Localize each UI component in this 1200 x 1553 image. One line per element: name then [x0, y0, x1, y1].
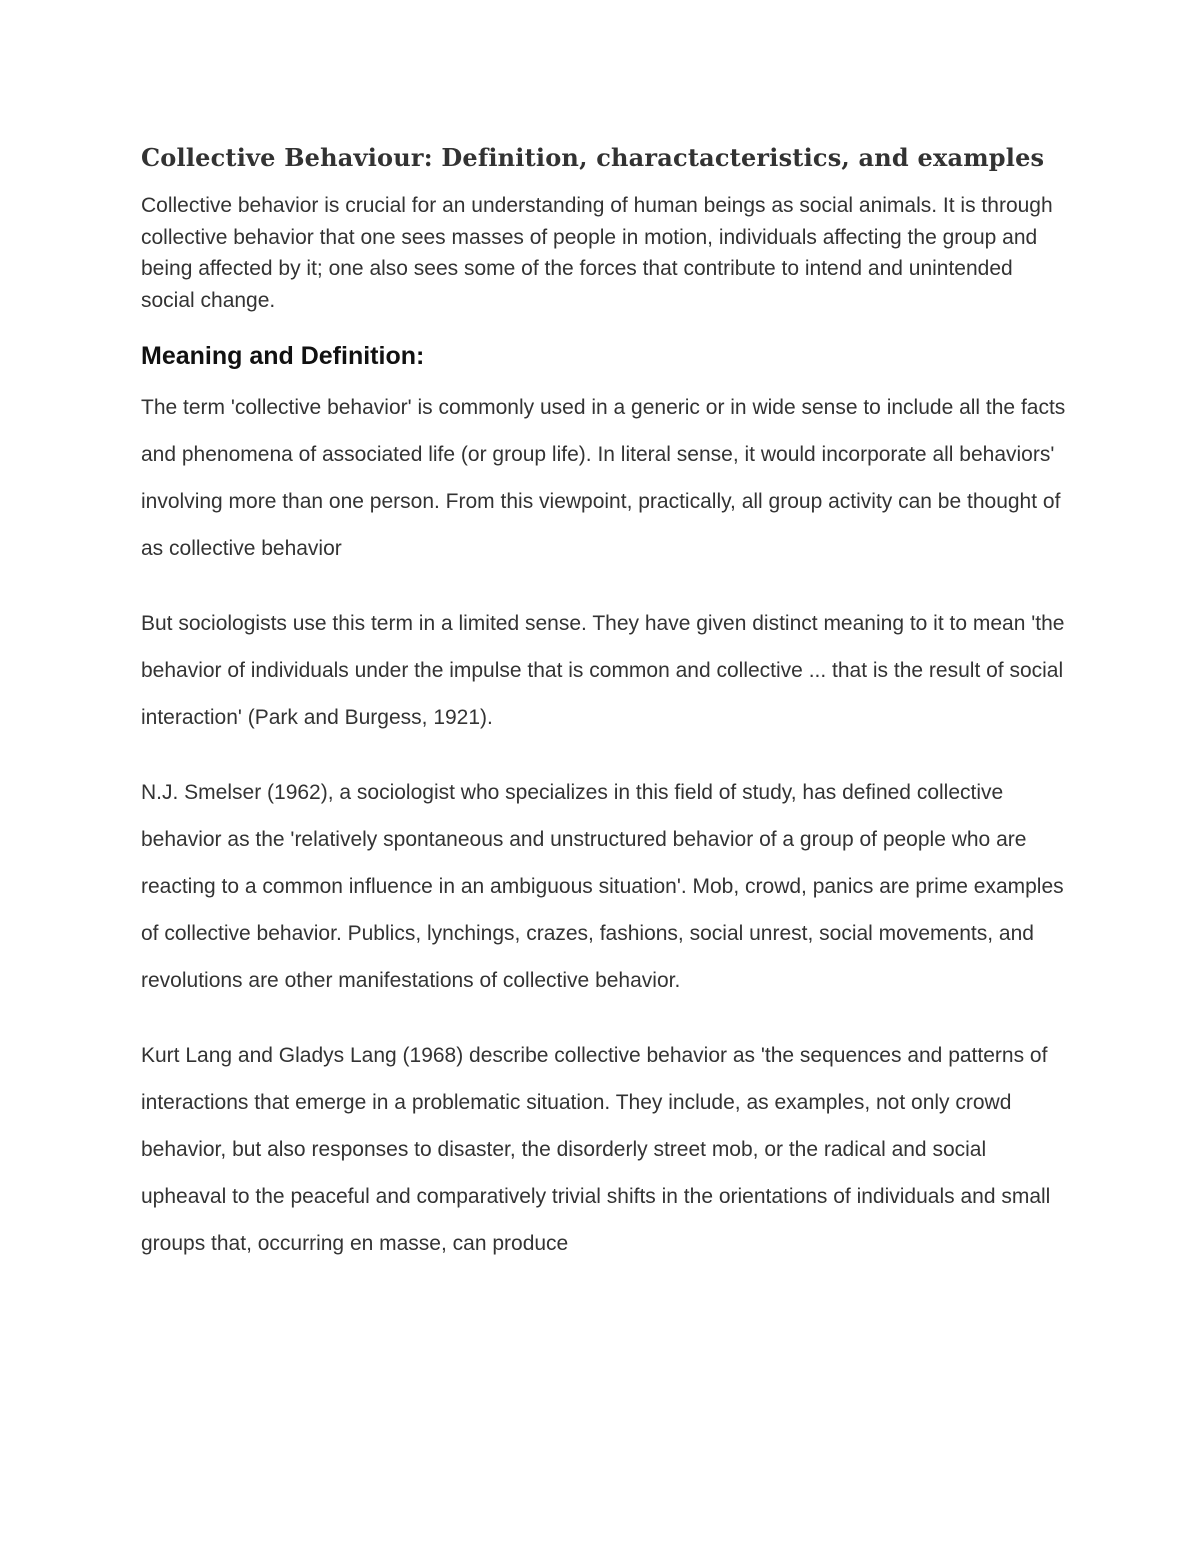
definition-paragraph-2: But sociologists use this term in a limited sense. They have given distinct meaning to it to mean 'the behavior of individuals under the impulse that is common and collective ... that is the result of social interaction' (Park and Burgess, 1921).	[141, 612, 1065, 729]
section-heading: Meaning and Definition:	[141, 342, 425, 370]
intro-paragraph: Collective behavior is crucial for an understanding of human beings as social animals. It is through collective behavior that one sees masses of people in motion, individuals affecting the group and being affected by it; one also sees some of the forces that contribute to intend and unintended social change.	[141, 194, 1053, 312]
definition-paragraph-1: The term 'collective behavior' is commonly used in a generic or in wide sense to include all the facts and phenomena of associated life (or group life). In literal sense, it would incorporate all behaviors' involving more than one person. From this viewpoint, practically, all group activity can be thought of as collective behavior	[141, 396, 1066, 560]
document-content	[141, 140, 1066, 1267]
definition-paragraph-4: Kurt Lang and Gladys Lang (1968) describe collective behavior as 'the sequences and patterns of interactions that emerge in a problematic situation. They include, as examples, not only crowd behavior, but also responses to disaster, the disorderly street mob, or the radical and social upheaval to the peaceful and comparatively trivial shifts in the orientations of individuals and small groups that, occurring en masse, can produce	[141, 1044, 1051, 1255]
definition-paragraph-3: N.J. Smelser (1962), a sociologist who specializes in this field of study, has defined collective behavior as the 'relatively spontaneous and unstructured behavior of a group of people who are reacting to a common influence in an ambiguous situation'. Mob, crowd, panics are prime examples of collective behavior. Publics, lynchings, crazes, fashions, social unrest, social movements, and revolutions are other manifestations of collective behavior.	[141, 781, 1064, 992]
document-title: Collective Behaviour: Definition, charactacteristics, and examples	[141, 143, 1045, 172]
